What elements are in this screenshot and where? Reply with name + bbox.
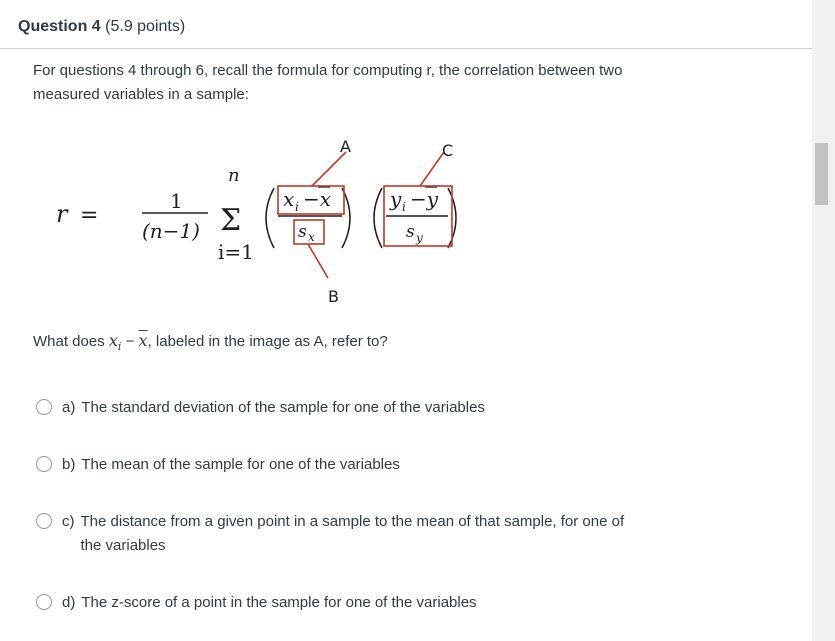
math-xi-sub: i xyxy=(117,340,122,353)
formula-n-minus-1: (n−1) xyxy=(142,219,200,243)
term-sy-sub: y xyxy=(416,231,423,245)
radio-button-a[interactable] xyxy=(36,399,52,415)
term-minus-xbar: −x xyxy=(303,187,332,211)
question-prompt: For questions 4 through 6, recall the formula for computing r, the correlation between two measured variables in a sample: xyxy=(33,62,623,103)
answer-letter: b) xyxy=(62,456,76,473)
formula-svg xyxy=(50,130,470,310)
annotation-label-a: A xyxy=(340,137,351,156)
question-points: (5.9 points) xyxy=(105,18,186,35)
term-yi: y xyxy=(390,187,402,211)
answer-letter: c) xyxy=(62,513,75,530)
answer-label-b[interactable] xyxy=(62,453,641,477)
radio-button-c[interactable] xyxy=(36,513,52,529)
annotation-line-a xyxy=(312,152,346,186)
answer-label-c[interactable] xyxy=(62,510,641,558)
answer-label-a[interactable] xyxy=(62,396,641,420)
question-name: Question 4 xyxy=(18,18,101,35)
radio-button-d[interactable] xyxy=(36,594,52,610)
question-header xyxy=(18,18,185,36)
answer-text: The mean of the sample for one of the variables xyxy=(81,456,400,473)
term-yi-sub: i xyxy=(402,200,406,214)
answer-option-b[interactable] xyxy=(36,453,656,477)
sum-upper-limit: n xyxy=(228,165,240,186)
term-sx: s xyxy=(298,222,307,242)
sum-lower-limit: i=1 xyxy=(218,240,254,264)
sigma-symbol: Σ xyxy=(220,203,242,238)
answer-option-a[interactable] xyxy=(36,396,656,420)
vertical-scrollbar-thumb[interactable] xyxy=(815,143,828,205)
sub-question-before: What does xyxy=(33,333,109,350)
annotation-line-c xyxy=(420,152,444,186)
formula-equals: = xyxy=(80,203,99,228)
answer-text: The z-score of a point in the sample for one of the variables xyxy=(81,594,477,611)
math-xbar: $\overline{x}$ xyxy=(138,331,148,350)
annotation-group xyxy=(278,152,452,278)
math-xi: x xyxy=(108,331,118,350)
annotation-line-b xyxy=(308,244,328,278)
term-xi-sub: i xyxy=(295,200,299,214)
answer-letter: a) xyxy=(62,399,76,416)
term-sy: s xyxy=(406,222,415,242)
answer-option-c[interactable] xyxy=(36,510,656,558)
annotation-label-b: B xyxy=(328,287,339,306)
math-minus: − xyxy=(121,333,139,350)
term-xi: x xyxy=(283,187,295,211)
term-sx-sub: x xyxy=(308,230,315,244)
sub-question-after: , labeled in the image as A, refer to? xyxy=(147,333,388,350)
left-paren-1 xyxy=(266,188,274,248)
formula-r: r xyxy=(56,200,68,228)
header-divider xyxy=(0,48,812,49)
answer-option-d[interactable] xyxy=(36,591,656,615)
answer-text: The standard deviation of the sample for one of the variables xyxy=(81,399,485,416)
correlation-formula-image xyxy=(50,130,470,310)
annotation-label-c: C xyxy=(442,141,454,160)
sub-question xyxy=(33,329,388,359)
left-paren-2 xyxy=(374,188,382,248)
formula-one: 1 xyxy=(170,189,183,213)
vertical-scrollbar-track[interactable] xyxy=(812,0,835,641)
answer-text: The distance from a given point in a sample to the mean of that sample, for one of the variables xyxy=(80,513,625,554)
answer-letter: d) xyxy=(62,594,76,611)
term-minus-ybar: −y xyxy=(410,187,439,211)
radio-button-b[interactable] xyxy=(36,456,52,472)
answer-label-d[interactable] xyxy=(62,591,641,615)
